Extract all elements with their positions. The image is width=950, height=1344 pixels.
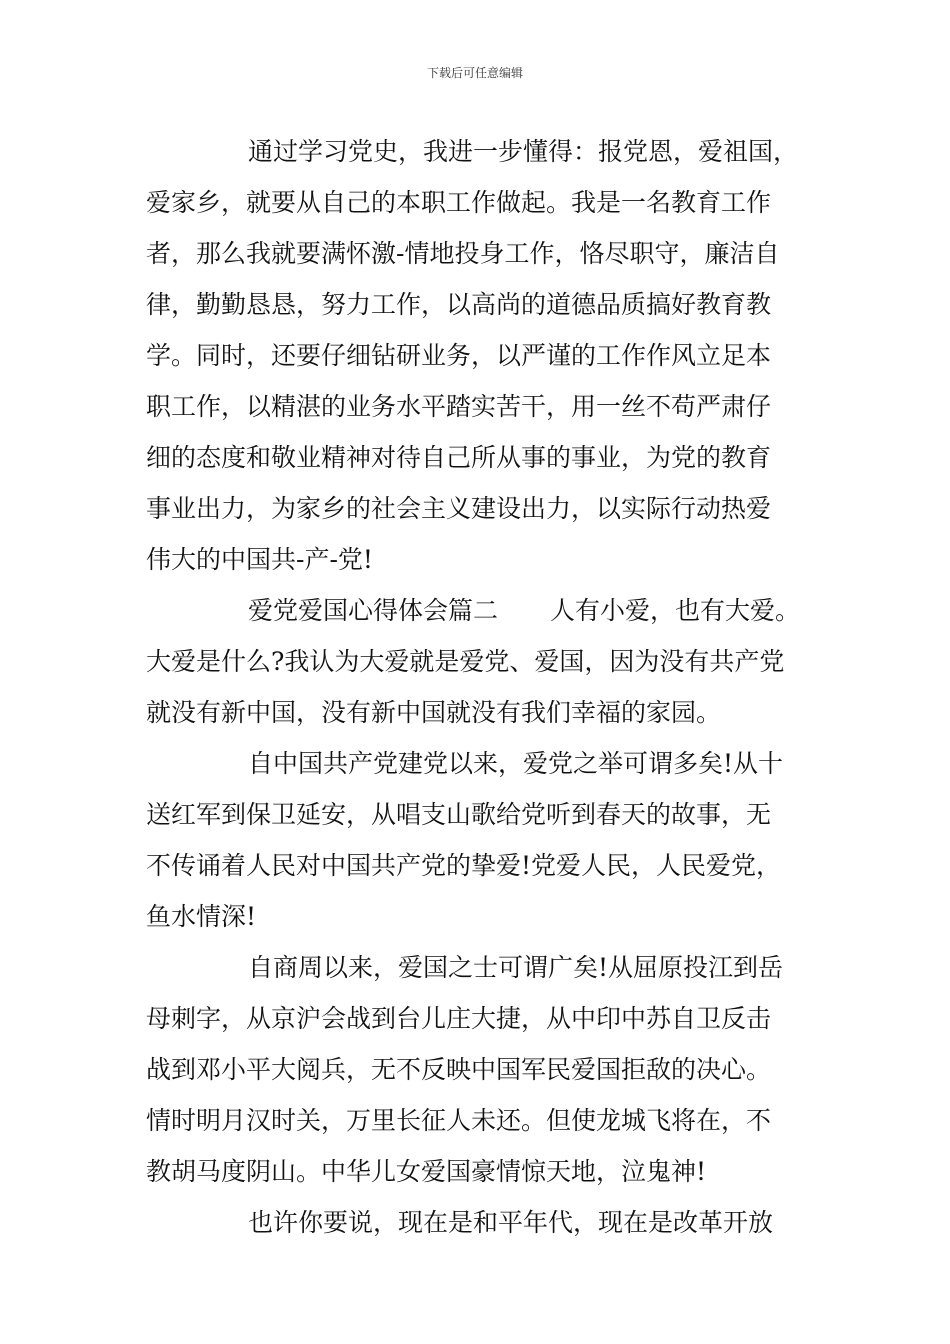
page-header: 下载后可任意编辑 — [426, 66, 523, 80]
paragraph-line: 事业出力，为家乡的社会主义建设出力，以实际行动热爱 — [146, 494, 772, 523]
paragraph-line: 就没有新中国，没有新中国就没有我们幸福的家园。 — [146, 698, 722, 727]
paragraph-line: 职工作，以精湛的业务水平踏实苦干，用一丝不苟严肃仔 — [146, 392, 772, 421]
paragraph-line: 情时明月汉时关，万里长征人未还。但使龙城飞将在，不 — [146, 1106, 772, 1135]
paragraph-line: 者，那么我就要满怀激-情地投身工作，恪尽职守，廉洁自 — [146, 239, 780, 268]
paragraph-line: 律，勤勤恳恳，努力工作，以高尚的道德品质搞好教育教 — [146, 290, 772, 319]
paragraph-line: 不传诵着人民对中国共产党的挚爱!党爱人民，人民爱党， — [146, 851, 782, 880]
paragraph-line: 也许你要说，现在是和平年代，现在是改革开放 — [248, 1208, 774, 1237]
paragraph-line: 细的态度和敬业精神对待自己所从事的事业，为党的教育 — [146, 443, 772, 472]
section-heading-line — [146, 585, 810, 636]
paragraph-line: 自中国共产党建党以来，爱党之举可谓多矣!从十 — [248, 749, 784, 778]
paragraph-line: 鱼水情深! — [146, 902, 257, 931]
paragraph-line: 送红军到保卫延安，从唱支山歌给党听到春天的故事，无 — [146, 800, 772, 829]
paragraph-line: 通过学习党史，我进一步懂得：报党恩，爱祖国， — [248, 137, 799, 166]
document-body — [146, 126, 810, 1248]
paragraph-line: 伟大的中国共-产-党! — [146, 545, 373, 574]
paragraph-line: 教胡马度阴山。中华儿女爱国豪情惊天地，泣鬼神! — [146, 1157, 707, 1186]
section-heading-continuation: 人有小爱，也有大爱。 — [550, 596, 801, 625]
paragraph-line: 学。同时，还要仔细钻研业务，以严谨的工作作风立足本 — [146, 341, 772, 370]
section-heading-title: 爱党爱国心得体会篇二 — [248, 596, 499, 625]
paragraph-line: 自商周以来，爱国之士可谓广矣!从屈原投江到岳 — [248, 953, 784, 982]
paragraph-line: 大爱是什么?我认为大爱就是爱党、爱国，因为没有共产党 — [146, 647, 785, 676]
paragraph-line: 战到邓小平大阅兵，无不反映中国军民爱国拒敌的决心。 — [146, 1055, 772, 1084]
paragraph-line: 母刺字，从京沪会战到台儿庄大捷，从中印中苏自卫反击 — [146, 1004, 772, 1033]
paragraph-line: 爱家乡，就要从自己的本职工作做起。我是一名教育工作 — [146, 188, 772, 217]
